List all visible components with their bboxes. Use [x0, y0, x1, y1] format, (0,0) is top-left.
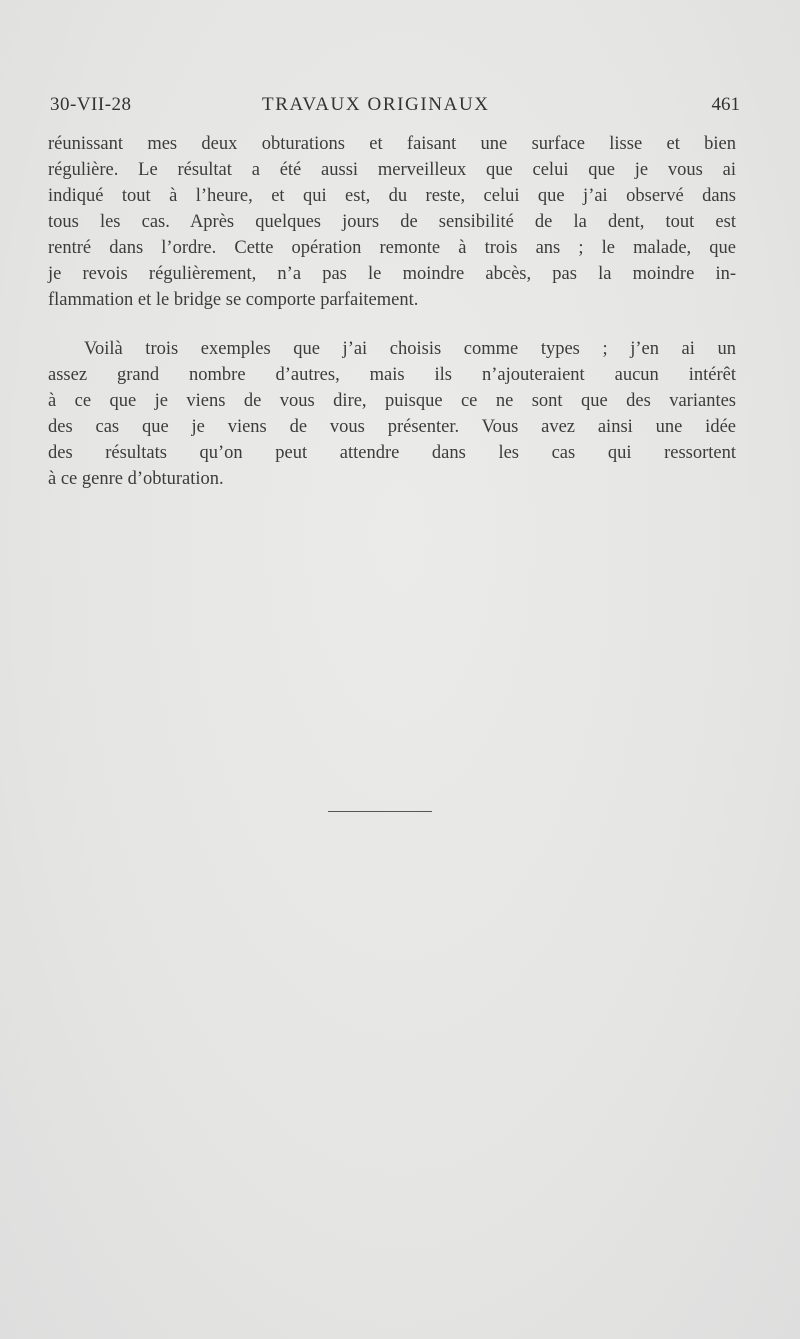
text-line: des résultats qu’on peut attendre dans les cas qui ressortent [48, 443, 736, 463]
text-line: Voilà trois exemples que j’ai choisis comme types ; j’en ai un [84, 339, 736, 359]
header-date: 30-VII-28 [50, 94, 132, 115]
text-line: je revois régulièrement, n’a pas le moindre abcès, pas la moindre in- [48, 264, 736, 284]
text-line: flammation et le bridge se comporte parfaitement. [48, 290, 419, 310]
paragraph-2 [48, 336, 736, 492]
text-line: à ce genre d’obturation. [48, 469, 224, 489]
text-line: des cas que je viens de vous présenter. Vous avez ainsi une idée [48, 417, 736, 437]
page-number: 461 [711, 94, 740, 115]
text-line: régulière. Le résultat a été aussi merveilleux que celui que je vous ai [48, 160, 736, 180]
running-head [50, 94, 740, 120]
section-end-rule [328, 811, 432, 812]
header-title: TRAVAUX ORIGINAUX [262, 94, 490, 115]
text-line: rentré dans l’ordre. Cette opération remonte à trois ans ; le malade, que [48, 238, 736, 258]
text-line: tous les cas. Après quelques jours de sensibilité de la dent, tout est [48, 212, 736, 232]
text-line: indiqué tout à l’heure, et qui est, du reste, celui que j’ai observé dans [48, 186, 736, 206]
paragraph-1 [48, 131, 736, 313]
text-line: assez grand nombre d’autres, mais ils n’ajouteraient aucun intérêt [48, 365, 736, 385]
text-line: réunissant mes deux obturations et faisant une surface lisse et bien [48, 134, 736, 154]
text-line: à ce que je viens de vous dire, puisque ce ne sont que des variantes [48, 391, 736, 411]
